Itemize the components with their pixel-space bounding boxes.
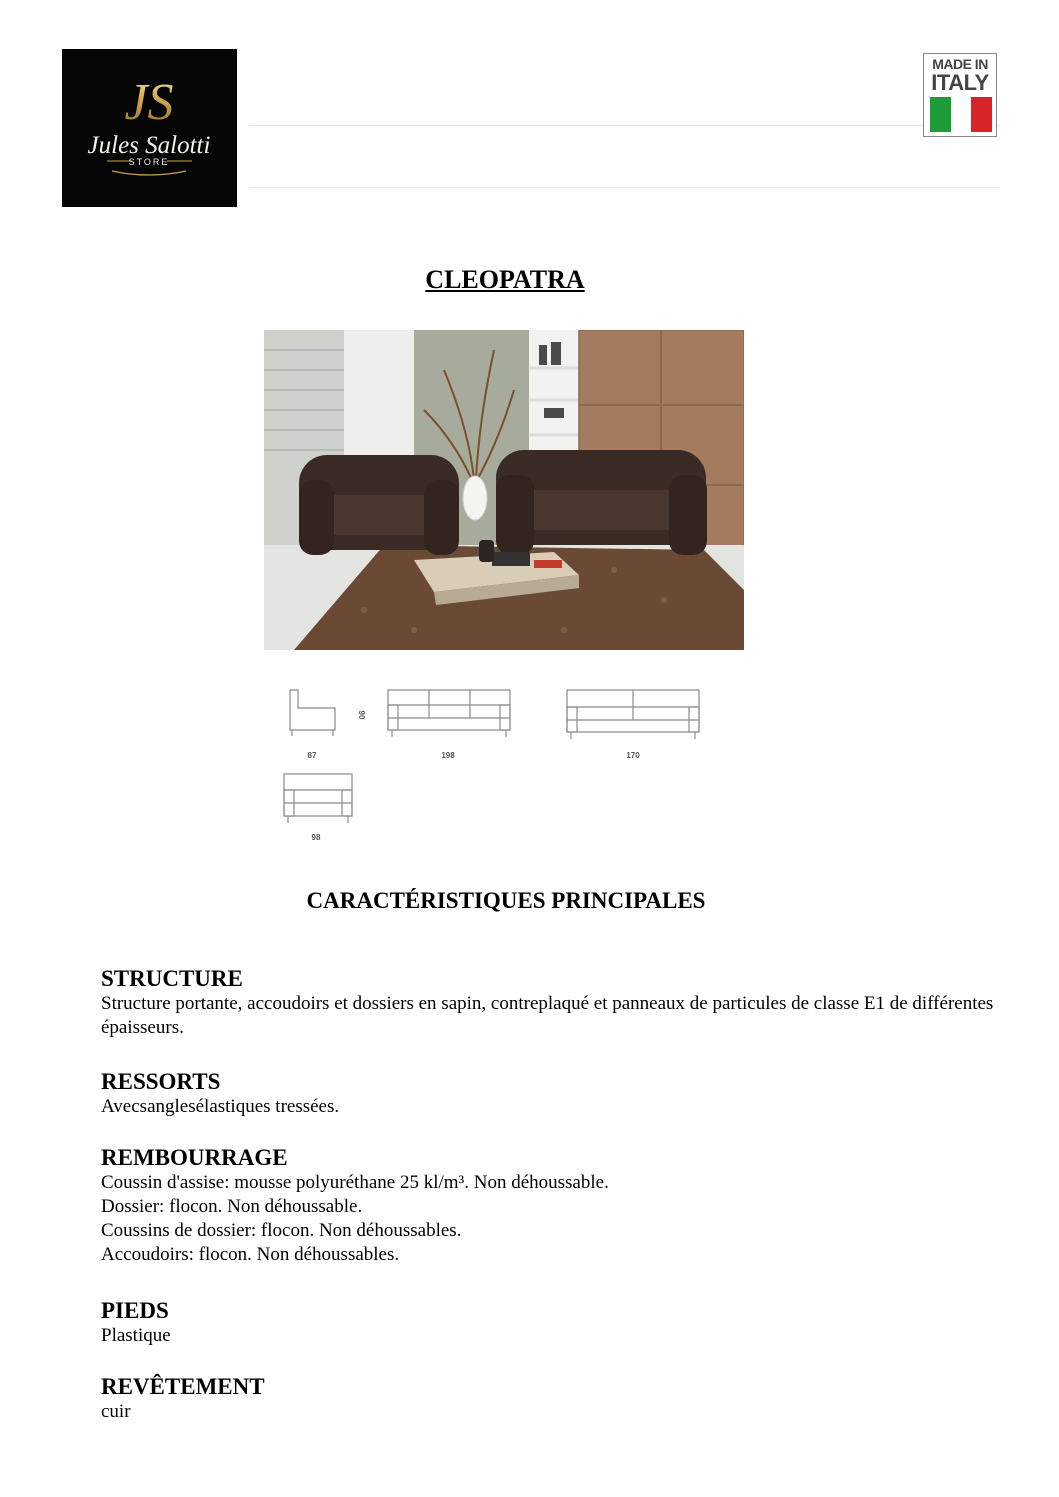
brand-logo <box>62 49 237 207</box>
dim-depth-label: 87 <box>307 751 317 760</box>
header-rule-2 <box>250 187 1000 188</box>
features-heading: CARACTÉRISTIQUES PRINCIPALES <box>306 888 706 913</box>
section-rembourrage <box>101 1145 1001 1267</box>
brand-monogram: JS <box>124 74 174 131</box>
section-ressorts <box>101 1069 1001 1119</box>
section-text: Structure portante, accoudoirs et dossiers en sapin, contreplaqué et panneaux de particules de classe E1 de différentes épaisseurs. <box>101 993 994 1038</box>
dim-armchair-label: 98 <box>311 833 321 842</box>
product-photo <box>264 330 744 650</box>
section-pieds <box>101 1298 1001 1348</box>
section-title: PIEDS <box>101 1298 169 1323</box>
section-text: cuir <box>101 1401 131 1422</box>
section-title: REVÊTEMENT <box>101 1374 265 1399</box>
badge-line2: ITALY <box>931 70 989 95</box>
section-title: STRUCTURE <box>101 966 243 991</box>
dim-height-label: 90 <box>357 710 366 720</box>
section-text: Plastique <box>101 1325 171 1346</box>
section-title: REMBOURRAGE <box>101 1145 288 1170</box>
section-structure <box>101 966 1001 1040</box>
section-text: Avecsanglesélastiques tressées. <box>101 1096 340 1117</box>
dimension-diagrams <box>280 680 720 850</box>
section-title: RESSORTS <box>101 1069 221 1094</box>
brand-sub: STORE <box>128 157 170 167</box>
italy-flag-icon <box>930 97 992 132</box>
header-rule <box>250 125 1000 126</box>
section-text: Dossier: flocon. Non déhoussable. <box>101 1196 363 1217</box>
sofa3-drawing <box>388 690 510 730</box>
brand-name: Jules Salotti <box>87 132 211 159</box>
section-text: Coussins de dossier: flocon. Non déhoussables. <box>101 1220 462 1241</box>
section-text: Accoudoirs: flocon. Non déhoussables. <box>101 1244 400 1265</box>
dim-sofa2-label: 170 <box>626 751 640 760</box>
section-revetement <box>101 1374 1001 1424</box>
dim-sofa3-label: 198 <box>441 751 455 760</box>
made-in-italy-badge <box>923 53 997 137</box>
section-text: Coussin d'assise: mousse polyuréthane 25 kl/m³. Non déhoussable. <box>101 1172 609 1193</box>
side-view-drawing <box>290 690 335 730</box>
product-title: CLEOPATRA <box>425 265 585 294</box>
badge-line1: MADE IN <box>932 56 988 72</box>
